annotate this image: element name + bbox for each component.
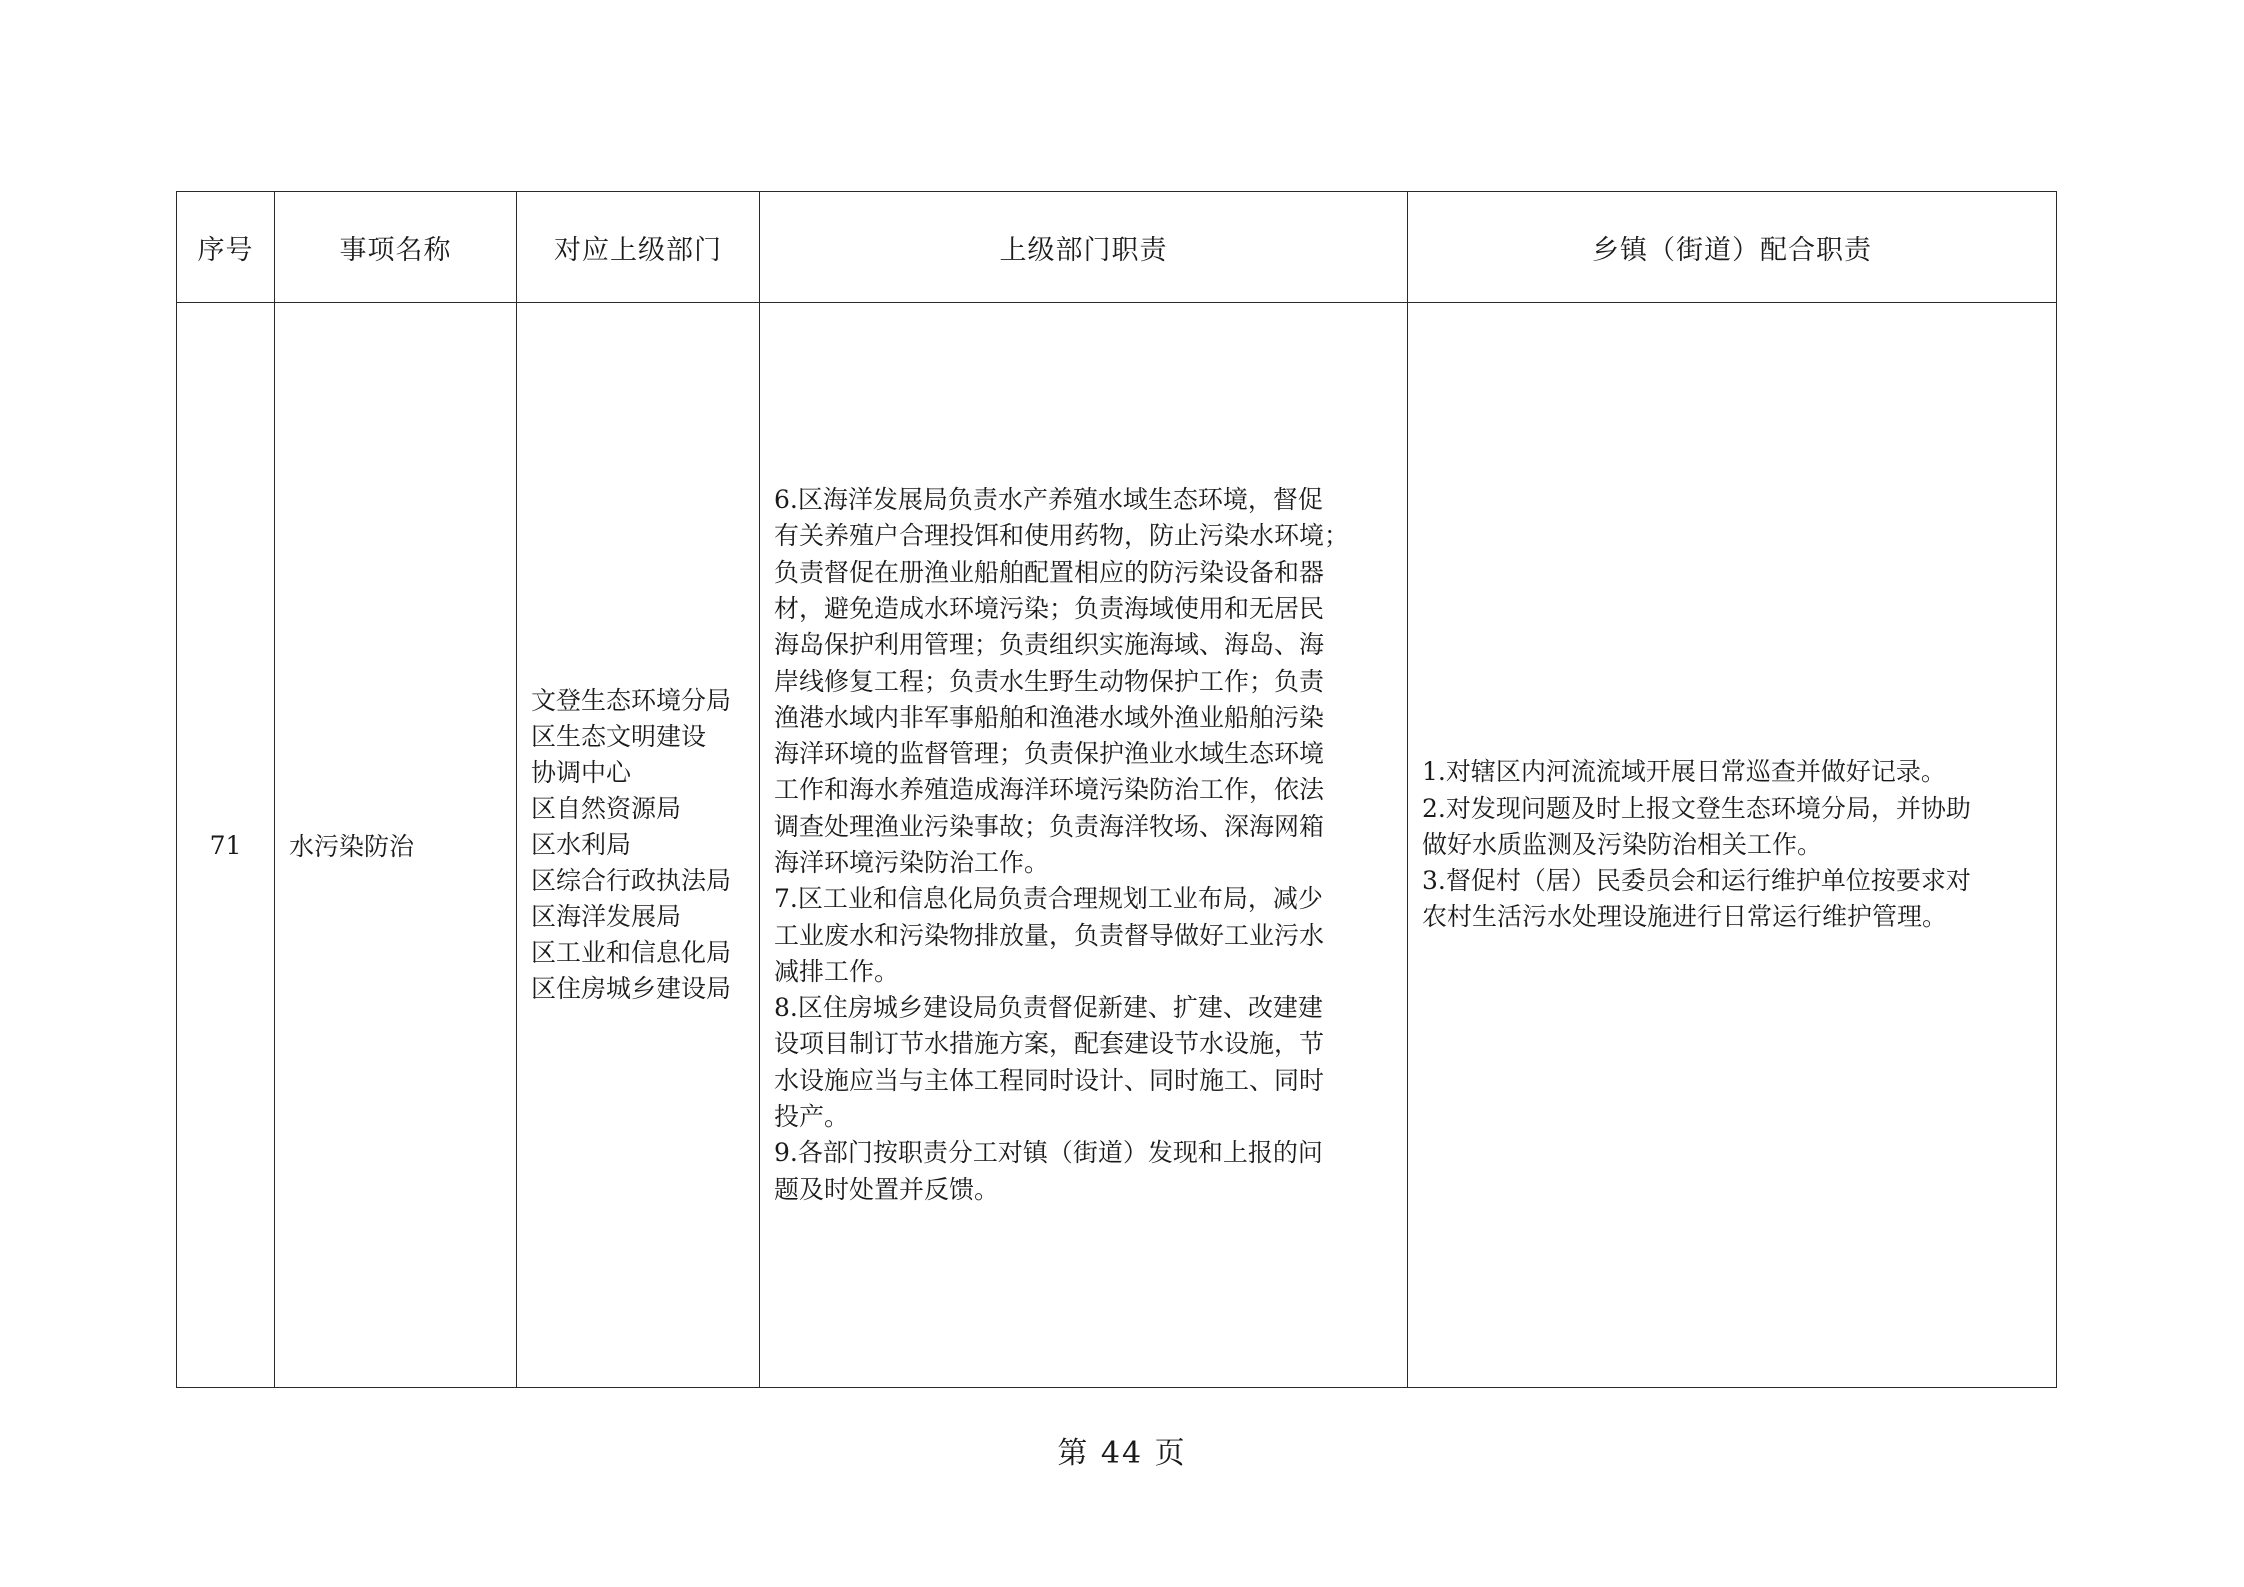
- upper-duty-line: 有关养殖户合理投饵和使用药物，防止污染水环境；: [774, 521, 1350, 551]
- department-line: 区综合行政执法局: [531, 866, 732, 895]
- header-town-duties: 乡镇（街道）配合职责: [1408, 192, 2057, 303]
- page-number: 第 44 页: [1057, 1436, 1187, 1471]
- upper-duty-line: 海洋环境的监督管理；负责保护渔业水域生态环境: [774, 739, 1325, 769]
- department-line: 协调中心: [531, 758, 632, 787]
- town-duties-cell: [1408, 303, 2057, 1388]
- upper-duty-line: 8.区住房城乡建设局负责督促新建、扩建、改建建: [774, 993, 1323, 1023]
- town-duty-line: 3.督促村（居）民委员会和运行维护单位按要求对: [1422, 866, 1971, 896]
- table-header-row: [177, 192, 2057, 303]
- upper-duty-line: 水设施应当与主体工程同时设计、同时施工、同时: [774, 1065, 1325, 1095]
- header-item-name: 事项名称: [275, 192, 517, 303]
- departments-cell: [517, 303, 760, 1388]
- item-name-cell: 水污染防治: [275, 303, 517, 1388]
- upper-duty-line: 海岛保护利用管理；负责组织实施海域、海岛、海: [774, 630, 1325, 660]
- upper-duty-line: 负责督促在册渔业船舶配置相应的防污染设备和器: [774, 557, 1325, 587]
- upper-duty-line: 工业废水和污染物排放量，负责督导做好工业污水: [774, 920, 1325, 950]
- department-line: 区工业和信息化局: [531, 938, 732, 967]
- header-upper-duties: 上级部门职责: [760, 192, 1408, 303]
- upper-duty-line: 调查处理渔业污染事故；负责海洋牧场、深海网箱: [774, 811, 1325, 841]
- department-line: 区海洋发展局: [531, 902, 682, 931]
- upper-duty-line: 岸线修复工程；负责水生野生动物保护工作；负责: [774, 666, 1325, 696]
- upper-duty-line: 减排工作。: [774, 956, 900, 986]
- upper-duty-line: 材，避免造成水环境污染；负责海域使用和无居民: [774, 593, 1325, 623]
- department-line: 区自然资源局: [531, 794, 682, 823]
- town-duty-line: 1.对辖区内河流流域开展日常巡查并做好记录。: [1422, 757, 1946, 787]
- header-seq: 序号: [177, 192, 275, 303]
- department-line: 区生态文明建设: [531, 722, 707, 751]
- town-duty-line: 农村生活污水处理设施进行日常运行维护管理。: [1422, 902, 1948, 932]
- header-departments: 对应上级部门: [517, 192, 760, 303]
- department-line: 区住房城乡建设局: [531, 974, 732, 1003]
- table-row: [177, 303, 2057, 1388]
- upper-duty-line: 海洋环境污染防治工作。: [774, 848, 1050, 877]
- upper-duty-line: 渔港水域内非军事船舶和渔港水域外渔业船舶污染: [774, 702, 1325, 732]
- seq-cell: 71: [177, 303, 275, 1388]
- department-line: 区水利局: [531, 830, 632, 859]
- department-line: 文登生态环境分局: [531, 686, 732, 715]
- upper-duty-line: 7.区工业和信息化局负责合理规划工业布局，减少: [774, 884, 1323, 914]
- upper-duty-line: 题及时处置并反馈。: [774, 1174, 1000, 1204]
- duty-table: [176, 191, 2057, 1388]
- upper-duty-line: 9.各部门按职责分工对镇（街道）发现和上报的问: [774, 1138, 1323, 1168]
- town-duty-line: 2.对发现问题及时上报文登生态环境分局，并协助: [1422, 793, 1971, 823]
- upper-duty-line: 6.区海洋发展局负责水产养殖水域生态环境，督促: [774, 485, 1323, 515]
- upper-duty-line: 设项目制订节水措施方案，配套建设节水设施，节: [774, 1029, 1325, 1059]
- upper-duties-cell: [760, 303, 1408, 1388]
- town-duty-line: 做好水质监测及污染防治相关工作。: [1422, 829, 1823, 859]
- upper-duty-line: 投产。: [774, 1102, 850, 1132]
- upper-duty-line: 工作和海水养殖造成海洋环境污染防治工作，依法: [774, 775, 1325, 805]
